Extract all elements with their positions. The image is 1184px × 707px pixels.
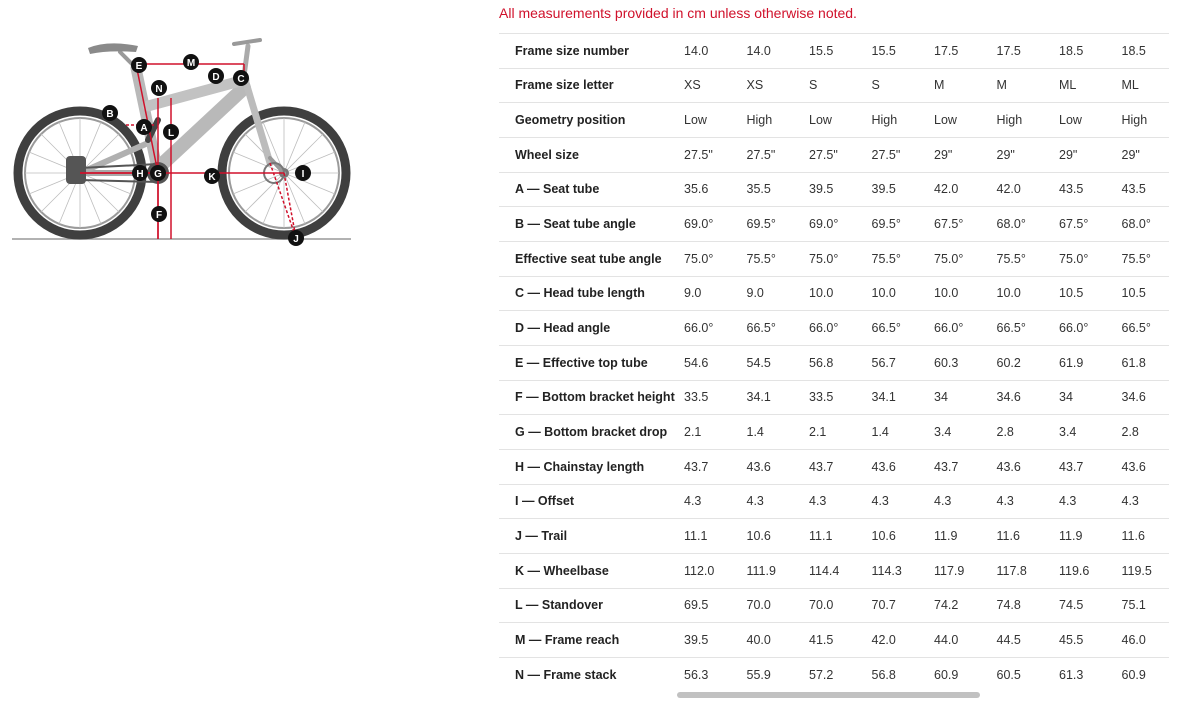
table-cell: 111.9 bbox=[732, 553, 795, 588]
table-cell: 61.8 bbox=[1107, 345, 1170, 380]
table-cell: 66.5° bbox=[1107, 311, 1170, 346]
table-cell: Low bbox=[669, 103, 732, 138]
marker-h bbox=[132, 165, 148, 181]
table-cell: 29" bbox=[1044, 137, 1107, 172]
table-row bbox=[499, 623, 1169, 658]
table-cell: 60.5 bbox=[982, 657, 1045, 691]
table-cell: 11.6 bbox=[982, 519, 1045, 554]
table-cell: S bbox=[794, 68, 857, 103]
table-cell: 69.5° bbox=[732, 207, 795, 242]
table-cell: 34 bbox=[1044, 380, 1107, 415]
svg-text:F: F bbox=[155, 210, 163, 221]
table-cell: 74.5 bbox=[1044, 588, 1107, 623]
table-row bbox=[499, 484, 1169, 519]
table-cell: M bbox=[919, 68, 982, 103]
table-cell: 119.6 bbox=[1044, 553, 1107, 588]
table-cell: 70.7 bbox=[857, 588, 920, 623]
table-row bbox=[499, 276, 1169, 311]
table-cell: 29" bbox=[982, 137, 1045, 172]
table-cell: 35.5 bbox=[732, 172, 795, 207]
table-cell: 10.0 bbox=[857, 276, 920, 311]
table-cell: 119.5 bbox=[1107, 553, 1170, 588]
table-cell: High bbox=[982, 103, 1045, 138]
table-cell: 114.3 bbox=[857, 553, 920, 588]
table-cell: 40.0 bbox=[732, 623, 795, 658]
marker-f bbox=[151, 206, 167, 222]
table-cell: 9.0 bbox=[669, 276, 732, 311]
table-cell: 61.9 bbox=[1044, 345, 1107, 380]
table-cell: 10.5 bbox=[1107, 276, 1170, 311]
table-row bbox=[499, 103, 1169, 138]
row-label: F — Bottom bracket height bbox=[499, 380, 669, 415]
marker-n bbox=[151, 80, 167, 96]
table-cell: 44.0 bbox=[919, 623, 982, 658]
table-cell: 10.5 bbox=[1044, 276, 1107, 311]
table-cell: 17.5 bbox=[982, 34, 1045, 69]
table-cell: 2.1 bbox=[794, 415, 857, 450]
row-label: B — Seat tube angle bbox=[499, 207, 669, 242]
table-cell: 45.5 bbox=[1044, 623, 1107, 658]
table-cell: 10.0 bbox=[982, 276, 1045, 311]
table-cell: 75.0° bbox=[919, 241, 982, 276]
table-cell: 70.0 bbox=[794, 588, 857, 623]
table-cell: 11.1 bbox=[794, 519, 857, 554]
table-cell: 4.3 bbox=[794, 484, 857, 519]
table-row bbox=[499, 553, 1169, 588]
table-cell: 56.8 bbox=[794, 345, 857, 380]
table-cell: 61.3 bbox=[1044, 657, 1107, 691]
table-cell: 10.0 bbox=[919, 276, 982, 311]
table-cell: 11.6 bbox=[1107, 519, 1170, 554]
table-row bbox=[499, 380, 1169, 415]
marker-i bbox=[295, 165, 311, 181]
table-cell: 34.1 bbox=[857, 380, 920, 415]
table-cell: 39.5 bbox=[857, 172, 920, 207]
table-cell: 27.5" bbox=[669, 137, 732, 172]
table-cell: 1.4 bbox=[857, 415, 920, 450]
bike-geometry-diagram bbox=[8, 28, 358, 250]
table-cell: 10.6 bbox=[857, 519, 920, 554]
table-row bbox=[499, 588, 1169, 623]
table-cell: 34.6 bbox=[1107, 380, 1170, 415]
table-cell: 60.9 bbox=[919, 657, 982, 691]
table-cell: 68.0° bbox=[982, 207, 1045, 242]
table-cell: 15.5 bbox=[794, 34, 857, 69]
row-label: E — Effective top tube bbox=[499, 345, 669, 380]
geometry-table-body bbox=[499, 34, 1169, 692]
table-cell: 43.7 bbox=[794, 449, 857, 484]
row-label: Frame size letter bbox=[499, 68, 669, 103]
table-cell: 43.5 bbox=[1044, 172, 1107, 207]
row-label: Frame size number bbox=[499, 34, 669, 69]
table-cell: 56.8 bbox=[857, 657, 920, 691]
table-cell: High bbox=[1107, 103, 1170, 138]
table-cell: 75.5° bbox=[1107, 241, 1170, 276]
table-row bbox=[499, 657, 1169, 691]
table-cell: 3.4 bbox=[1044, 415, 1107, 450]
table-cell: 43.6 bbox=[982, 449, 1045, 484]
svg-text:H: H bbox=[136, 169, 144, 180]
table-cell: Low bbox=[794, 103, 857, 138]
table-cell: 43.7 bbox=[1044, 449, 1107, 484]
svg-text:C: C bbox=[237, 74, 245, 85]
table-cell: 60.9 bbox=[1107, 657, 1170, 691]
table-cell: 41.5 bbox=[794, 623, 857, 658]
table-cell: 43.7 bbox=[669, 449, 732, 484]
table-cell: 29" bbox=[919, 137, 982, 172]
table-cell: 54.5 bbox=[732, 345, 795, 380]
table-cell: 4.3 bbox=[1044, 484, 1107, 519]
row-label: Geometry position bbox=[499, 103, 669, 138]
row-label: I — Offset bbox=[499, 484, 669, 519]
table-cell: 33.5 bbox=[794, 380, 857, 415]
table-cell: 54.6 bbox=[669, 345, 732, 380]
table-cell: High bbox=[732, 103, 795, 138]
svg-text:A: A bbox=[140, 123, 148, 134]
table-cell: 75.0° bbox=[1044, 241, 1107, 276]
table-cell: 11.1 bbox=[669, 519, 732, 554]
table-cell: 42.0 bbox=[982, 172, 1045, 207]
table-cell: 60.2 bbox=[982, 345, 1045, 380]
svg-text:B: B bbox=[106, 109, 114, 120]
table-cell: 117.8 bbox=[982, 553, 1045, 588]
table-cell: 15.5 bbox=[857, 34, 920, 69]
table-cell: 17.5 bbox=[919, 34, 982, 69]
table-cell: 56.7 bbox=[857, 345, 920, 380]
marker-m bbox=[183, 54, 199, 70]
marker-a bbox=[136, 119, 152, 135]
table-cell: 56.3 bbox=[669, 657, 732, 691]
table-row bbox=[499, 172, 1169, 207]
table-cell: 27.5" bbox=[794, 137, 857, 172]
table-cell: 39.5 bbox=[669, 623, 732, 658]
table-cell: 11.9 bbox=[1044, 519, 1107, 554]
row-label: Wheel size bbox=[499, 137, 669, 172]
table-cell: 60.3 bbox=[919, 345, 982, 380]
table-cell: 66.0° bbox=[919, 311, 982, 346]
table-cell: 75.5° bbox=[857, 241, 920, 276]
row-label: D — Head angle bbox=[499, 311, 669, 346]
table-cell: 43.6 bbox=[1107, 449, 1170, 484]
marker-l bbox=[163, 124, 179, 140]
table-cell: 42.0 bbox=[857, 623, 920, 658]
row-label: G — Bottom bracket drop bbox=[499, 415, 669, 450]
row-label: C — Head tube length bbox=[499, 276, 669, 311]
table-cell: 66.0° bbox=[669, 311, 732, 346]
marker-d bbox=[208, 68, 224, 84]
table-cell: 14.0 bbox=[732, 34, 795, 69]
table-cell: 74.8 bbox=[982, 588, 1045, 623]
table-cell: 4.3 bbox=[857, 484, 920, 519]
table-cell: 69.0° bbox=[669, 207, 732, 242]
table-cell: 42.0 bbox=[919, 172, 982, 207]
table-cell: Low bbox=[1044, 103, 1107, 138]
table-cell: 74.2 bbox=[919, 588, 982, 623]
svg-text:N: N bbox=[155, 84, 163, 95]
measurement-notice: All measurements provided in cm unless otherwise noted. bbox=[499, 5, 857, 21]
row-label: K — Wheelbase bbox=[499, 553, 669, 588]
svg-text:K: K bbox=[208, 172, 216, 183]
table-cell: 44.5 bbox=[982, 623, 1045, 658]
table-cell: 75.5° bbox=[732, 241, 795, 276]
row-label: M — Frame reach bbox=[499, 623, 669, 658]
svg-text:E: E bbox=[135, 61, 143, 72]
table-cell: 57.2 bbox=[794, 657, 857, 691]
table-cell: 67.5° bbox=[1044, 207, 1107, 242]
table-cell: 18.5 bbox=[1107, 34, 1170, 69]
table-cell: 18.5 bbox=[1044, 34, 1107, 69]
table-cell: 43.6 bbox=[857, 449, 920, 484]
table-cell: High bbox=[857, 103, 920, 138]
table-cell: 75.1 bbox=[1107, 588, 1170, 623]
table-cell: 66.0° bbox=[1044, 311, 1107, 346]
marker-b bbox=[102, 105, 118, 121]
table-cell: 112.0 bbox=[669, 553, 732, 588]
table-cell: 46.0 bbox=[1107, 623, 1170, 658]
table-cell: 11.9 bbox=[919, 519, 982, 554]
table-cell: 55.9 bbox=[732, 657, 795, 691]
table-cell: 43.6 bbox=[732, 449, 795, 484]
svg-text:M: M bbox=[186, 58, 196, 69]
table-row bbox=[499, 345, 1169, 380]
svg-text:G: G bbox=[154, 169, 162, 180]
table-cell: 66.5° bbox=[982, 311, 1045, 346]
svg-text:I: I bbox=[301, 169, 305, 180]
geometry-table bbox=[499, 33, 1169, 691]
saddle bbox=[88, 43, 138, 54]
table-cell: 75.0° bbox=[794, 241, 857, 276]
table-cell: 14.0 bbox=[669, 34, 732, 69]
table-cell: Low bbox=[919, 103, 982, 138]
table-row bbox=[499, 207, 1169, 242]
table-cell: 9.0 bbox=[732, 276, 795, 311]
table-cell: 66.5° bbox=[732, 311, 795, 346]
table-cell: 68.0° bbox=[1107, 207, 1170, 242]
table-cell: XS bbox=[732, 68, 795, 103]
row-label: N — Frame stack bbox=[499, 657, 669, 691]
table-cell: 2.8 bbox=[982, 415, 1045, 450]
svg-text:D: D bbox=[212, 72, 220, 83]
table-cell: 66.0° bbox=[794, 311, 857, 346]
row-label: A — Seat tube bbox=[499, 172, 669, 207]
table-cell: M bbox=[982, 68, 1045, 103]
marker-c bbox=[233, 70, 249, 86]
table-cell: 10.0 bbox=[794, 276, 857, 311]
marker-j bbox=[288, 230, 304, 246]
table-cell: 4.3 bbox=[1107, 484, 1170, 519]
table-cell: 34.1 bbox=[732, 380, 795, 415]
table-cell: 10.6 bbox=[732, 519, 795, 554]
table-cell: 29" bbox=[1107, 137, 1170, 172]
table-cell: 69.5 bbox=[669, 588, 732, 623]
row-label: H — Chainstay length bbox=[499, 449, 669, 484]
row-label: L — Standover bbox=[499, 588, 669, 623]
table-cell: 4.3 bbox=[919, 484, 982, 519]
table-cell: 43.7 bbox=[919, 449, 982, 484]
table-cell: 114.4 bbox=[794, 553, 857, 588]
table-cell: XS bbox=[669, 68, 732, 103]
table-cell: 69.0° bbox=[794, 207, 857, 242]
table-cell: 35.6 bbox=[669, 172, 732, 207]
table-cell: 66.5° bbox=[857, 311, 920, 346]
table-row bbox=[499, 311, 1169, 346]
table-cell: 27.5" bbox=[732, 137, 795, 172]
table-cell: 4.3 bbox=[982, 484, 1045, 519]
table-row bbox=[499, 137, 1169, 172]
table-cell: ML bbox=[1044, 68, 1107, 103]
marker-e bbox=[131, 57, 147, 73]
table-cell: 43.5 bbox=[1107, 172, 1170, 207]
marker-k bbox=[204, 168, 220, 184]
table-cell: 34.6 bbox=[982, 380, 1045, 415]
table-cell: 27.5" bbox=[857, 137, 920, 172]
table-row bbox=[499, 519, 1169, 554]
row-label: J — Trail bbox=[499, 519, 669, 554]
table-cell: 67.5° bbox=[919, 207, 982, 242]
table-cell: 3.4 bbox=[919, 415, 982, 450]
table-cell: 34 bbox=[919, 380, 982, 415]
horizontal-scrollbar-thumb[interactable] bbox=[677, 692, 980, 698]
table-cell: 33.5 bbox=[669, 380, 732, 415]
table-cell: 69.5° bbox=[857, 207, 920, 242]
geometry-table-scroller[interactable] bbox=[499, 33, 1169, 691]
marker-g bbox=[150, 165, 166, 181]
table-cell: ML bbox=[1107, 68, 1170, 103]
table-row bbox=[499, 449, 1169, 484]
svg-text:J: J bbox=[293, 234, 299, 245]
table-cell: 1.4 bbox=[732, 415, 795, 450]
svg-text:L: L bbox=[167, 128, 175, 139]
table-cell: S bbox=[857, 68, 920, 103]
table-cell: 75.0° bbox=[669, 241, 732, 276]
table-cell: 2.1 bbox=[669, 415, 732, 450]
table-row bbox=[499, 415, 1169, 450]
table-cell: 117.9 bbox=[919, 553, 982, 588]
table-cell: 4.3 bbox=[669, 484, 732, 519]
table-row bbox=[499, 68, 1169, 103]
table-row bbox=[499, 34, 1169, 69]
table-cell: 2.8 bbox=[1107, 415, 1170, 450]
table-cell: 4.3 bbox=[732, 484, 795, 519]
table-cell: 70.0 bbox=[732, 588, 795, 623]
table-cell: 39.5 bbox=[794, 172, 857, 207]
table-cell: 75.5° bbox=[982, 241, 1045, 276]
table-row bbox=[499, 241, 1169, 276]
row-label: Effective seat tube angle bbox=[499, 241, 669, 276]
